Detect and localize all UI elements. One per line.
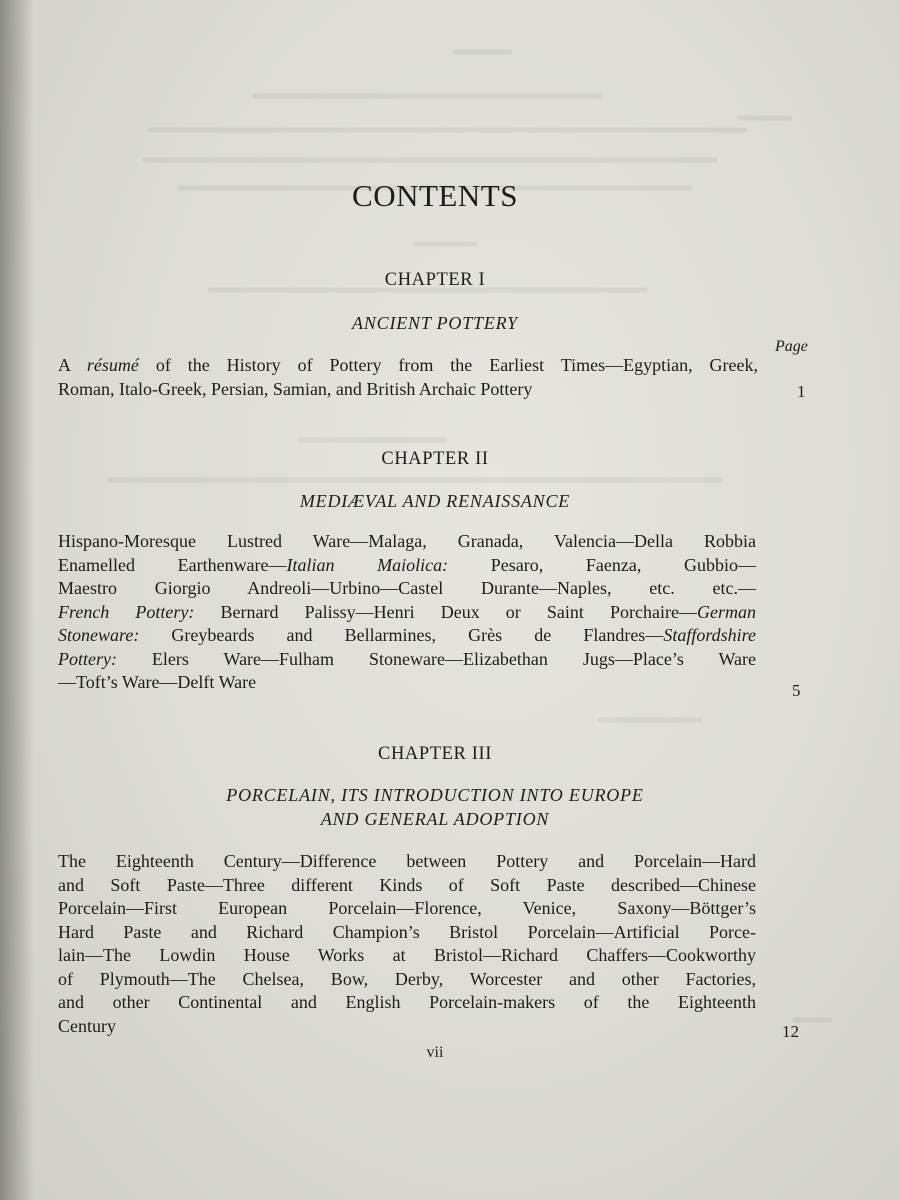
italic-run: French Pottery: — [58, 601, 195, 622]
page-folio: vii — [426, 1044, 444, 1061]
italic-run: Pottery: — [58, 648, 117, 669]
description-line — [58, 554, 756, 578]
text-run: of Plymouth—The Chelsea, Bow, Derby, Worcester and other Factories, — [58, 968, 756, 989]
description-line — [58, 530, 756, 554]
chapter-1-page-number: 1 — [797, 382, 806, 401]
chapter-1-subtitle-line: ANCIENT POTTERY — [352, 313, 518, 333]
italic-run: German — [697, 601, 756, 622]
description-line — [58, 354, 758, 378]
chapter-2-description — [58, 530, 756, 695]
description-line — [58, 671, 756, 695]
description-line — [58, 874, 756, 898]
text-run: —Toft’s Ware—Delft Ware — [58, 672, 257, 692]
text-run: Porcelain—First European Porcelain—Florence, Venice, Saxony—Böttger’s — [58, 898, 756, 918]
italic-run: résumé — [86, 355, 139, 375]
chapter-1-description — [58, 354, 758, 401]
chapter-2-heading: CHAPTER II — [381, 449, 489, 469]
description-line — [58, 850, 756, 874]
chapter-3-description — [58, 850, 756, 1038]
chapter-2-page-number: 5 — [792, 681, 801, 700]
chapter-3-heading: CHAPTER III — [378, 744, 492, 764]
italic-run: Staffordshire — [663, 625, 756, 645]
text-run: Roman, Italo-Greek, Persian, Samian, and British Archaic Pottery — [58, 378, 533, 399]
chapter-1-subtitle — [0, 311, 870, 335]
text-run: lain—The Lowdin House Works at Bristol—Richard Chaffers—Cookworthy — [58, 945, 756, 965]
text-run: Greybeards and Bellarmines, Grès de Flandres— — [139, 625, 664, 645]
page-column-label: Page — [775, 338, 808, 355]
description-line — [58, 378, 758, 402]
italic-run: Stoneware: — [58, 625, 140, 645]
chapter-3-subtitle-line: AND GENERAL ADOPTION — [320, 809, 550, 829]
text-run: and other Continental and English Porcelain-makers of the Eighteenth — [58, 992, 756, 1012]
text-run: Maestro Giorgio Andreoli—Urbino—Castel Durante—Naples, etc. etc.— — [58, 578, 756, 598]
text-run: Hard Paste and Richard Champion’s Bristol Porcelain—Artificial Porce- — [58, 921, 756, 942]
description-line — [58, 944, 756, 968]
description-line — [58, 648, 756, 672]
chapter-1-heading: CHAPTER I — [384, 270, 486, 290]
text-run: and Soft Paste—Three different Kinds of Soft Paste described—Chinese — [58, 874, 756, 895]
text-run: Century — [58, 1015, 116, 1036]
description-line — [58, 601, 756, 625]
chapter-2-subtitle — [0, 489, 870, 513]
text-run: Elers Ware—Fulham Stoneware—Elizabethan Jugs—Place’s Ware — [116, 648, 756, 669]
description-line — [58, 897, 756, 921]
text-run: of the History of Pottery from the Earliest Times—Egyptian, Greek, — [138, 355, 758, 375]
description-line — [58, 921, 756, 945]
page-title: CONTENTS — [352, 178, 518, 213]
description-line — [58, 968, 756, 992]
text-run: Bernard Palissy—Henri Deux or Saint Porchaire— — [194, 601, 697, 622]
chapter-3-subtitle — [0, 783, 870, 831]
chapter-2-subtitle-line: MEDIÆVAL AND RENAISSANCE — [299, 491, 571, 511]
text-run: Enamelled Earthenware— — [58, 554, 287, 575]
text-run: A — [58, 355, 87, 375]
description-line — [58, 1015, 756, 1039]
description-line — [58, 991, 756, 1015]
description-line — [58, 577, 756, 601]
description-line — [58, 624, 756, 648]
text-run: The Eighteenth Century—Difference between Pottery and Porcelain—Hard — [58, 851, 756, 871]
chapter-3-page-number: 12 — [782, 1022, 799, 1041]
italic-run: Italian Maiolica: — [286, 554, 449, 575]
text-run: Hispano-Moresque Lustred Ware—Malaga, Granada, Valencia—Della Robbia — [58, 531, 756, 551]
chapter-3-subtitle-line: PORCELAIN, ITS INTRODUCTION INTO EUROPE — [226, 785, 644, 805]
text-run: Pesaro, Faenza, Gubbio— — [448, 554, 756, 575]
